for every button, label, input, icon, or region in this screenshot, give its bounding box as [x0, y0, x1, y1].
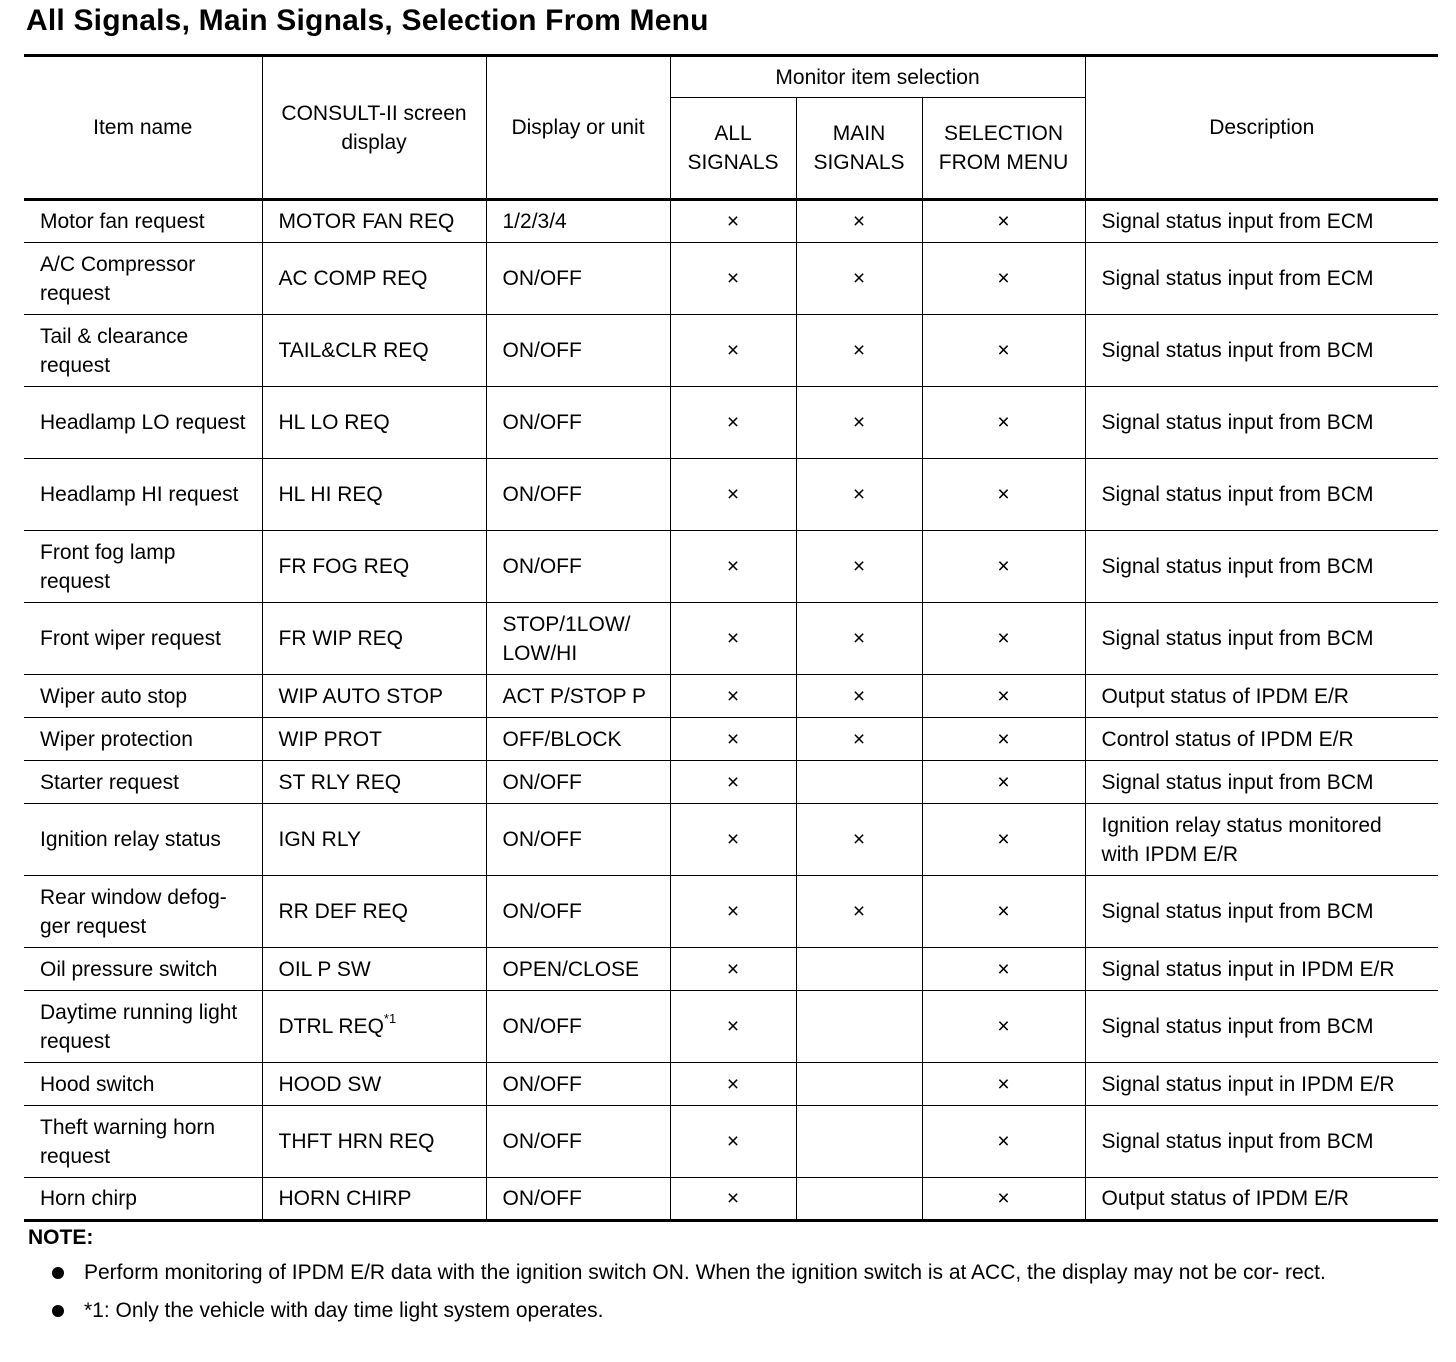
screen-display-text: ST RLY REQ — [278, 770, 402, 794]
cell-screen-display — [262, 761, 486, 804]
cell-screen-display — [262, 315, 486, 387]
table-row — [24, 1106, 1438, 1178]
cell-selection-from-menu: × — [922, 761, 1085, 804]
cell-screen-display — [262, 1063, 486, 1106]
cell-main-signals: × — [796, 459, 922, 531]
cell-main-signals: × — [796, 243, 922, 315]
cell-description: Signal status input from ECM — [1085, 200, 1438, 243]
screen-display-text: HORN CHIRP — [278, 1187, 412, 1210]
cell-main-signals — [796, 1106, 922, 1178]
cell-all-signals: × — [670, 761, 796, 804]
cell-screen-display — [262, 387, 486, 459]
cell-selection-from-menu: × — [922, 1106, 1085, 1178]
cell-display-unit: ON/OFF — [486, 876, 670, 948]
cell-main-signals — [796, 991, 922, 1063]
cell-description: Signal status input from BCM — [1085, 761, 1438, 804]
cell-display-unit: OPEN/CLOSE — [486, 948, 670, 991]
cell-all-signals: × — [670, 200, 796, 243]
screen-display-text: RR DEF REQ — [278, 900, 409, 923]
cell-all-signals: × — [670, 948, 796, 991]
signals-table — [24, 54, 1438, 1222]
cell-description: Signal status input from BCM — [1085, 876, 1438, 948]
table-row — [24, 804, 1438, 876]
cell-selection-from-menu: × — [922, 243, 1085, 315]
cell-display-unit: ON/OFF — [486, 804, 670, 876]
cell-selection-from-menu: × — [922, 531, 1085, 603]
screen-display-text: HOOD SW — [278, 1072, 382, 1096]
cell-selection-from-menu: × — [922, 675, 1085, 718]
screen-display-text: MOTOR FAN REQ — [278, 210, 455, 233]
cell-all-signals: × — [670, 243, 796, 315]
screen-display-text: AC COMP REQ — [278, 267, 428, 290]
cell-all-signals: × — [670, 718, 796, 761]
table-row — [24, 761, 1438, 804]
cell-screen-display — [262, 459, 486, 531]
cell-screen-display — [262, 243, 486, 315]
cell-item-name: Oil pressure switch — [24, 948, 262, 991]
cell-item-name: A/C Compressor request — [24, 243, 262, 315]
cell-item-name: Wiper auto stop — [24, 675, 262, 718]
cell-description: Signal status input from ECM — [1085, 243, 1438, 315]
cell-item-name: Hood switch — [24, 1063, 262, 1106]
cell-main-signals: × — [796, 387, 922, 459]
cell-display-unit: ON/OFF — [486, 531, 670, 603]
cell-all-signals: × — [670, 675, 796, 718]
cell-all-signals: × — [670, 531, 796, 603]
cell-item-name: Motor fan request — [24, 200, 262, 243]
table-row — [24, 531, 1438, 603]
cell-display-unit: OFF/BLOCK — [486, 718, 670, 761]
cell-screen-display — [262, 603, 486, 675]
cell-main-signals: × — [796, 200, 922, 243]
header-monitor-item-selection: Monitor item selection — [670, 56, 1085, 98]
table-row — [24, 1178, 1438, 1221]
cell-selection-from-menu: × — [922, 459, 1085, 531]
cell-description: Signal status input from BCM — [1085, 1106, 1438, 1178]
header-selection-from-menu: SELECTION FROM MENU — [922, 98, 1085, 200]
cell-display-unit: STOP/1LOW/ LOW/HI — [486, 603, 670, 675]
table-row — [24, 991, 1438, 1063]
cell-display-unit: ON/OFF — [486, 387, 670, 459]
cell-screen-display — [262, 200, 486, 243]
header-description: Description — [1085, 56, 1438, 200]
cell-display-unit: ON/OFF — [486, 243, 670, 315]
header-main-signals: MAIN SIGNALS — [796, 98, 922, 200]
cell-selection-from-menu: × — [922, 876, 1085, 948]
header-item-name: Item name — [24, 56, 262, 200]
table-row — [24, 675, 1438, 718]
screen-display-text: HL HI REQ — [278, 483, 383, 506]
cell-main-signals — [796, 1063, 922, 1106]
note-heading: NOTE: — [28, 1226, 94, 1249]
cell-screen-display — [262, 675, 486, 718]
cell-main-signals: × — [796, 315, 922, 387]
cell-item-name: Theft warning horn request — [24, 1106, 262, 1178]
screen-display-text: FR WIP REQ — [278, 627, 403, 650]
cell-display-unit: ON/OFF — [486, 761, 670, 804]
cell-screen-display — [262, 991, 486, 1063]
screen-display-text: OIL P SW — [278, 957, 371, 981]
cell-description: Signal status input from BCM — [1085, 387, 1438, 459]
cell-main-signals: × — [796, 603, 922, 675]
screen-display-text: HL LO REQ — [278, 411, 390, 434]
cell-description: Signal status input in IPDM E/R — [1085, 1063, 1438, 1106]
cell-display-unit: ON/OFF — [486, 991, 670, 1063]
cell-description: Signal status input from BCM — [1085, 603, 1438, 675]
cell-all-signals: × — [670, 876, 796, 948]
cell-description: Signal status input from BCM — [1085, 315, 1438, 387]
cell-selection-from-menu: × — [922, 603, 1085, 675]
bullet-icon — [52, 1305, 64, 1317]
header-display-unit: Display or unit — [486, 56, 670, 200]
cell-main-signals — [796, 948, 922, 991]
table-body — [24, 200, 1438, 1221]
cell-item-name: Headlamp LO request — [24, 387, 262, 459]
cell-item-name: Front fog lamp request — [24, 531, 262, 603]
screen-display-text: DTRL REQ — [278, 1015, 384, 1038]
cell-main-signals: × — [796, 718, 922, 761]
cell-all-signals: × — [670, 315, 796, 387]
cell-selection-from-menu: × — [922, 1178, 1085, 1221]
cell-display-unit: ON/OFF — [486, 1178, 670, 1221]
cell-item-name: Rear window defog- ger request — [24, 876, 262, 948]
page-title: All Signals, Main Signals, Selection From Menu — [26, 4, 709, 37]
screen-display-text: TAIL&CLR REQ — [278, 339, 429, 362]
cell-selection-from-menu: × — [922, 804, 1085, 876]
cell-description: Signal status input in IPDM E/R — [1085, 948, 1438, 991]
cell-main-signals: × — [796, 675, 922, 718]
cell-description: Output status of IPDM E/R — [1085, 1178, 1438, 1221]
note-item — [50, 1258, 1440, 1288]
screen-display-text: WIP PROT — [278, 727, 382, 751]
cell-item-name: Daytime running light request — [24, 991, 262, 1063]
screen-display-text: IGN RLY — [278, 828, 361, 851]
cell-display-unit: ON/OFF — [486, 315, 670, 387]
cell-selection-from-menu: × — [922, 1063, 1085, 1106]
screen-display-text: THFT HRN REQ — [278, 1130, 435, 1153]
bullet-icon — [52, 1267, 64, 1279]
note-text: *1: Only the vehicle with day time light system operates. — [84, 1299, 604, 1322]
cell-all-signals: × — [670, 804, 796, 876]
cell-description: Signal status input from BCM — [1085, 531, 1438, 603]
table-row — [24, 1063, 1438, 1106]
cell-all-signals: × — [670, 1178, 796, 1221]
table-row — [24, 948, 1438, 991]
cell-screen-display — [262, 531, 486, 603]
cell-description: Control status of IPDM E/R — [1085, 718, 1438, 761]
table-row — [24, 200, 1438, 243]
cell-item-name: Front wiper request — [24, 603, 262, 675]
screen-display-text: WIP AUTO STOP — [278, 684, 444, 708]
cell-all-signals: × — [670, 603, 796, 675]
note-list — [50, 1258, 1440, 1334]
table-row — [24, 718, 1438, 761]
cell-display-unit: ON/OFF — [486, 1063, 670, 1106]
cell-item-name: Tail & clearance request — [24, 315, 262, 387]
cell-main-signals: × — [796, 804, 922, 876]
table-row — [24, 387, 1438, 459]
cell-display-unit: 1/2/3/4 — [486, 200, 670, 243]
cell-description: Signal status input from BCM — [1085, 459, 1438, 531]
cell-all-signals: × — [670, 1063, 796, 1106]
cell-display-unit: ACT P/STOP P — [486, 675, 670, 718]
note-item — [50, 1296, 1440, 1326]
cell-selection-from-menu: × — [922, 315, 1085, 387]
cell-main-signals: × — [796, 876, 922, 948]
table-row — [24, 243, 1438, 315]
cell-main-signals — [796, 1178, 922, 1221]
cell-description: Output status of IPDM E/R — [1085, 675, 1438, 718]
cell-description: Ignition relay status monitored with IPDM E/R — [1085, 804, 1438, 876]
cell-all-signals: × — [670, 991, 796, 1063]
cell-selection-from-menu: × — [922, 200, 1085, 243]
cell-screen-display — [262, 718, 486, 761]
cell-selection-from-menu: × — [922, 718, 1085, 761]
table-header — [24, 56, 1438, 200]
cell-selection-from-menu: × — [922, 991, 1085, 1063]
header-all-signals: ALL SIGNALS — [670, 98, 796, 200]
note-text: Perform monitoring of IPDM E/R data with the ignition switch ON. When the ignition switch is at ACC, the display may not be cor- rect. — [84, 1261, 1326, 1284]
header-screen-display: CONSULT-II screen display — [262, 56, 486, 200]
table-row — [24, 603, 1438, 675]
cell-screen-display — [262, 804, 486, 876]
table-row — [24, 315, 1438, 387]
cell-selection-from-menu: × — [922, 387, 1085, 459]
cell-all-signals: × — [670, 459, 796, 531]
cell-main-signals: × — [796, 531, 922, 603]
cell-screen-display — [262, 948, 486, 991]
cell-all-signals: × — [670, 1106, 796, 1178]
cell-display-unit: ON/OFF — [486, 459, 670, 531]
cell-all-signals: × — [670, 387, 796, 459]
table-row — [24, 459, 1438, 531]
cell-item-name: Horn chirp — [24, 1178, 262, 1221]
cell-screen-display — [262, 1178, 486, 1221]
cell-item-name: Starter request — [24, 761, 262, 804]
cell-selection-from-menu: × — [922, 948, 1085, 991]
cell-screen-display — [262, 1106, 486, 1178]
cell-main-signals — [796, 761, 922, 804]
cell-item-name: Wiper protection — [24, 718, 262, 761]
footnote-marker: *1 — [383, 1011, 397, 1026]
cell-display-unit: ON/OFF — [486, 1106, 670, 1178]
cell-screen-display — [262, 876, 486, 948]
cell-item-name: Ignition relay status — [24, 804, 262, 876]
cell-item-name: Headlamp HI request — [24, 459, 262, 531]
table-row — [24, 876, 1438, 948]
cell-description: Signal status input from BCM — [1085, 991, 1438, 1063]
screen-display-text: FR FOG REQ — [278, 555, 410, 578]
